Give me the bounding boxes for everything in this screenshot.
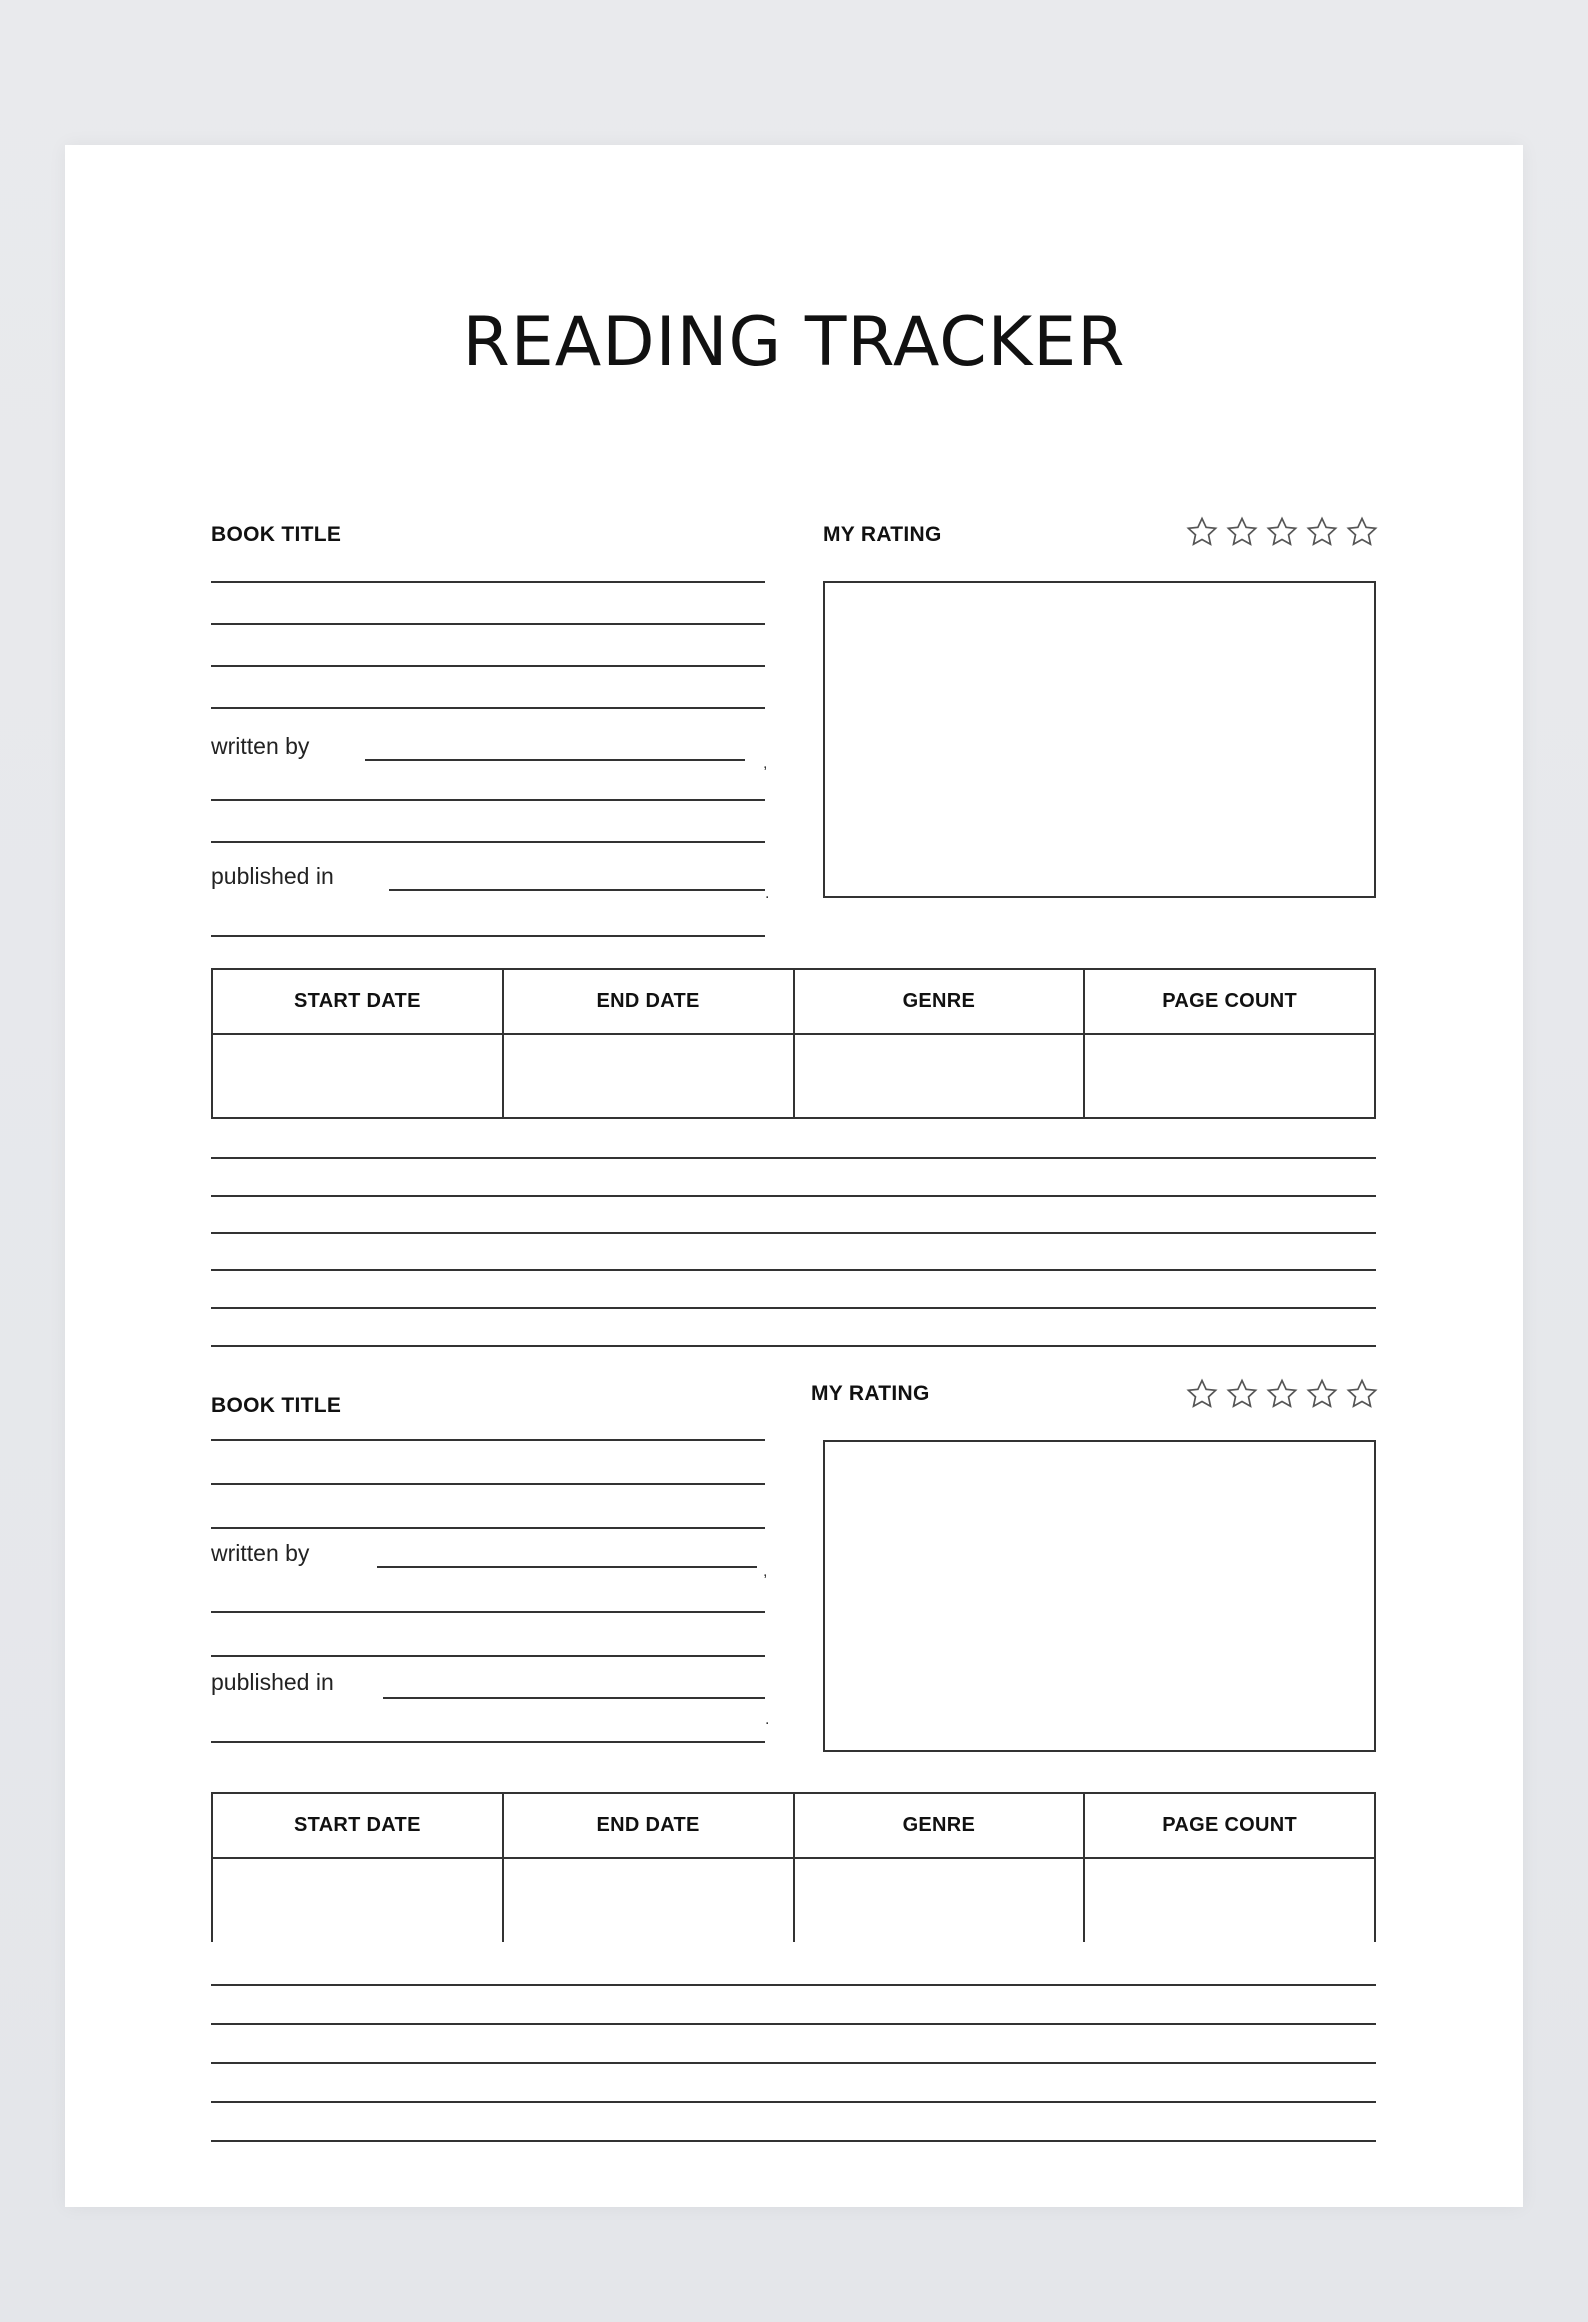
book-details-table (211, 1792, 1376, 1942)
notes-line[interactable] (211, 799, 765, 801)
review-line[interactable] (211, 2101, 1376, 2103)
page-count-cell[interactable] (1084, 1034, 1375, 1118)
published-in-label: published in (211, 863, 334, 889)
notes-line[interactable] (211, 1741, 765, 1743)
book-title-line[interactable] (211, 1439, 765, 1441)
page-count-header: PAGE COUNT (1084, 1793, 1375, 1858)
written-by-label: written by (211, 733, 310, 759)
review-line[interactable] (211, 1195, 1376, 1197)
rating-stars[interactable] (1185, 1377, 1379, 1411)
end-date-cell[interactable] (503, 1858, 794, 1942)
genre-cell[interactable] (794, 1858, 1085, 1942)
book-title-label: BOOK TITLE (211, 1394, 342, 1417)
star-icon[interactable] (1265, 515, 1299, 549)
book-title-line[interactable] (211, 623, 765, 625)
star-icon[interactable] (1225, 515, 1259, 549)
review-line[interactable] (211, 1307, 1376, 1309)
book-title-line[interactable] (211, 707, 765, 709)
publisher-line[interactable] (389, 889, 765, 891)
genre-header: GENRE (794, 969, 1085, 1034)
review-line[interactable] (211, 1232, 1376, 1234)
review-line[interactable] (211, 2062, 1376, 2064)
author-line[interactable] (377, 1566, 757, 1568)
review-line[interactable] (211, 1157, 1376, 1159)
genre-header: GENRE (794, 1793, 1085, 1858)
publisher-line[interactable] (383, 1697, 765, 1699)
genre-cell[interactable] (794, 1034, 1085, 1118)
star-icon[interactable] (1305, 1377, 1339, 1411)
star-icon[interactable] (1345, 1377, 1379, 1411)
notes-line[interactable] (211, 935, 765, 937)
published-in-label: published in (211, 1669, 334, 1695)
start-date-cell[interactable] (212, 1034, 503, 1118)
notes-line[interactable] (211, 841, 765, 843)
review-line[interactable] (211, 2140, 1376, 2142)
my-rating-label: MY RATING (811, 1382, 930, 1405)
notes-line[interactable] (211, 1611, 765, 1613)
book-title-line[interactable] (211, 1483, 765, 1485)
book-title-line[interactable] (211, 581, 765, 583)
star-icon[interactable] (1265, 1377, 1299, 1411)
my-rating-label: MY RATING (823, 523, 942, 546)
start-date-header: START DATE (212, 969, 503, 1034)
page-count-header: PAGE COUNT (1084, 969, 1375, 1034)
book-title-line[interactable] (211, 665, 765, 667)
written-by-label: written by (211, 1540, 310, 1566)
end-date-header: END DATE (503, 969, 794, 1034)
end-date-header: END DATE (503, 1793, 794, 1858)
star-icon[interactable] (1225, 1377, 1259, 1411)
rating-notes-box[interactable] (823, 581, 1376, 898)
notes-line[interactable] (211, 1655, 765, 1657)
book-title-line[interactable] (211, 1527, 765, 1529)
star-icon[interactable] (1185, 515, 1219, 549)
start-date-cell[interactable] (212, 1858, 503, 1942)
review-line[interactable] (211, 1984, 1376, 1986)
end-date-cell[interactable] (503, 1034, 794, 1118)
star-icon[interactable] (1345, 515, 1379, 549)
star-icon[interactable] (1305, 515, 1339, 549)
book-details-table (211, 968, 1376, 1119)
page-title: READING TRACKER (462, 303, 1126, 382)
author-line[interactable] (365, 759, 745, 761)
planner-page: READING TRACKER BOOK TITLE MY RATING written by , published in . START DATE END DATE GENRE PAGE COUNT BOOK TITLE MY RATING written by , published in . START DATE END DATE GENRE PAGE COUNT (65, 145, 1523, 2207)
review-line[interactable] (211, 2023, 1376, 2025)
review-line[interactable] (211, 1345, 1376, 1347)
book-title-label: BOOK TITLE (211, 523, 342, 546)
page-count-cell[interactable] (1084, 1858, 1375, 1942)
rating-notes-box[interactable] (823, 1440, 1376, 1752)
start-date-header: START DATE (212, 1793, 503, 1858)
star-icon[interactable] (1185, 1377, 1219, 1411)
rating-stars[interactable] (1185, 515, 1379, 549)
review-line[interactable] (211, 1269, 1376, 1271)
